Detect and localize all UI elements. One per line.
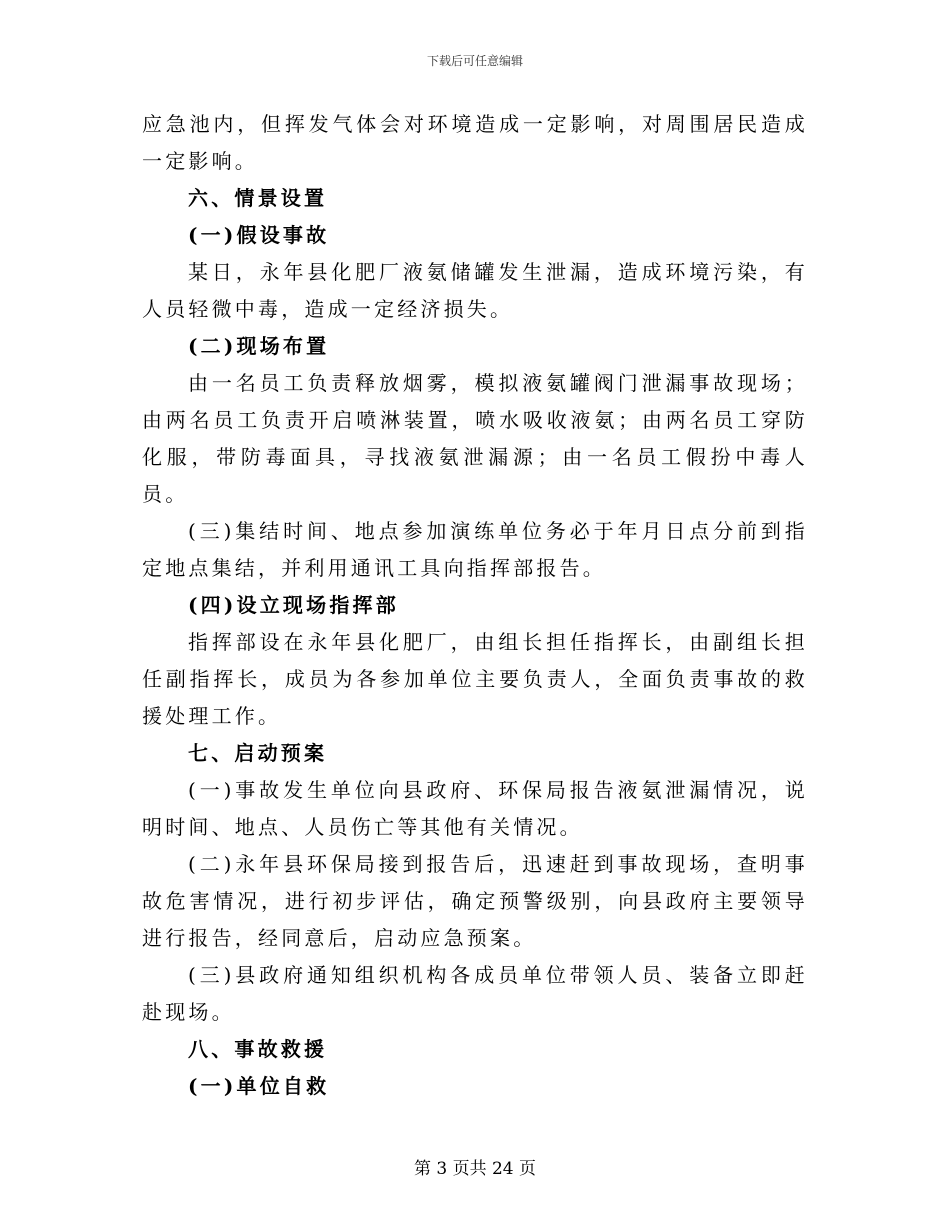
page-footer: 第 3 页共 24 页: [413, 1159, 537, 1179]
paragraph: (一)事故发生单位向县政府、环保局报告液氨泄漏情况，说明时间、地点、人员伤亡等其他有关情况。: [142, 778, 808, 839]
paragraph: 某日，永年县化肥厂液氨储罐发生泄漏，造成环境污染，有人员轻微中毒，造成一定经济损失。: [142, 260, 808, 321]
paragraph: 由一名员工负责释放烟雾，模拟液氨罐阀门泄漏事故现场；由两名员工负责开启喷淋装置，喷水吸收液氨；由两名员工穿防化服，带防毒面具，寻找液氨泄漏源；由一名员工假扮中毒人员。: [142, 371, 808, 506]
page-header: 下载后可任意编辑: [426, 54, 523, 68]
paragraph: (二)永年县环保局接到报告后，迅速赶到事故现场，查明事故危害情况，进行初步评估，确定预警级别，向县政府主要领导进行报告，经同意后，启动应急预案。: [142, 852, 808, 950]
subsection-heading: (二)现场布置: [188, 334, 330, 358]
document-body: [142, 106, 808, 1105]
paragraph: 应急池内，但挥发气体会对环境造成一定影响，对周围居民造成一定影响。: [142, 112, 808, 173]
paragraph: 指挥部设在永年县化肥厂，由组长担任指挥长，由副组长担任副指挥长，成员为各参加单位主要负责人，全面负责事故的救援处理工作。: [142, 630, 808, 728]
subsection-heading: (四)设立现场指挥部: [188, 593, 399, 617]
section-heading: 六、情景设置: [188, 186, 328, 210]
section-heading: 七、启动预案: [188, 741, 328, 765]
section-heading: 八、事故救援: [188, 1037, 328, 1061]
paragraph: (三)县政府通知组织机构各成员单位带领人员、装备立即赶赴现场。: [142, 963, 808, 1024]
paragraph: (三)集结时间、地点参加演练单位务必于年月日点分前到指定地点集结，并利用通讯工具向指挥部报告。: [142, 519, 808, 580]
subsection-heading: (一)单位自救: [188, 1074, 330, 1098]
subsection-heading: (一)假设事故: [188, 223, 330, 247]
